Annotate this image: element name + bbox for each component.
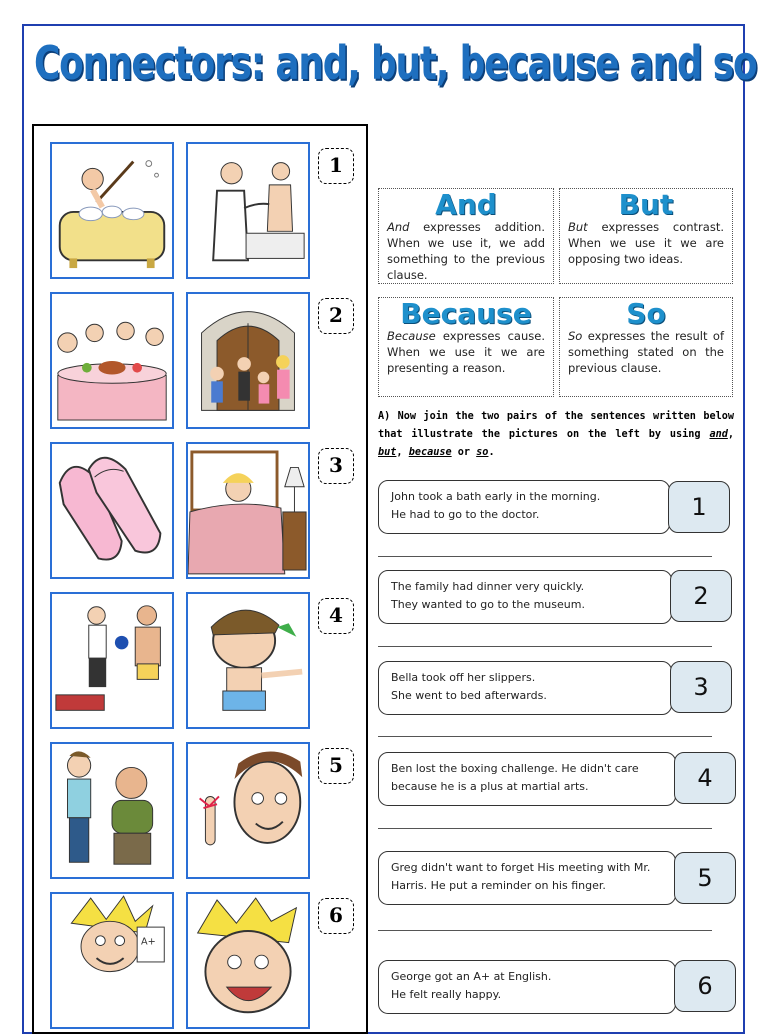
sentence-card: Ben lost the boxing challenge. He didn't care because he is a plus at martial arts. [378, 752, 676, 806]
picture-finger-ribbon [186, 742, 310, 879]
picture-doctor [186, 142, 310, 279]
picture-dinner [50, 292, 174, 429]
pair-number: 3 [318, 448, 354, 484]
definition-but [559, 188, 733, 284]
sentence-card: Bella took off her slippers. She went to bed afterwards. [378, 661, 672, 715]
definition-text: But expresses contrast. When we use it we are opposing two ideas. [568, 220, 724, 266]
page-title: Connectors: and, but, because and so [34, 36, 757, 90]
exercise-number: 2 [670, 570, 732, 622]
answer-line[interactable] [378, 736, 712, 737]
picture-test-a-plus [50, 892, 174, 1029]
definition-text: Because expresses cause. When we use it we are presenting a reason. [387, 329, 545, 375]
answer-line[interactable] [378, 646, 712, 647]
picture-museum [186, 292, 310, 429]
picture-slippers [50, 442, 174, 579]
exercise-number: 1 [668, 481, 730, 533]
definition-text: So expresses the result of something stated on the previous clause. [568, 329, 724, 375]
picture-bath [50, 142, 174, 279]
pair-number: 4 [318, 598, 354, 634]
exercise-number: 3 [670, 661, 732, 713]
definition-text: And expresses addition. When we use it, we add something to the previous clause. [387, 220, 545, 282]
definition-heading: So [626, 297, 666, 330]
answer-line[interactable] [378, 828, 712, 829]
picture-bed [186, 442, 310, 579]
pair-number: 6 [318, 898, 354, 934]
definition-heading: And [435, 188, 497, 221]
sentence-card: George got an A+ at English. He felt really happy. [378, 960, 676, 1014]
pair-number: 2 [318, 298, 354, 334]
svg-text:A+: A+ [141, 936, 156, 948]
exercise-number: 4 [674, 752, 736, 804]
sentence-card: Greg didn't want to forget His meeting with Mr. Harris. He put a reminder on his finger. [378, 851, 676, 905]
exercise-number: 6 [674, 960, 736, 1012]
sentence-card: John took a bath early in the morning. He had to go to the doctor. [378, 480, 670, 534]
pair-number: 1 [318, 148, 354, 184]
sentence-card: The family had dinner very quickly. They wanted to go to the museum. [378, 570, 672, 624]
picture-karate-boy [186, 592, 310, 729]
definition-so [559, 297, 733, 397]
exercise-number: 5 [674, 852, 736, 904]
definition-heading: But [618, 188, 674, 221]
exercise-instructions: A) Now join the two pairs of the sentences written below that illustrate the pictures on the left by using and, but, because or so. [378, 411, 734, 458]
answer-line[interactable] [378, 930, 712, 931]
answer-line[interactable] [378, 556, 712, 557]
picture-two-men [50, 742, 174, 879]
definition-and [378, 188, 554, 284]
definition-heading: Because [400, 297, 532, 330]
definition-because [378, 297, 554, 397]
picture-boxing [50, 592, 174, 729]
picture-happy-boy [186, 892, 310, 1029]
pair-number: 5 [318, 748, 354, 784]
